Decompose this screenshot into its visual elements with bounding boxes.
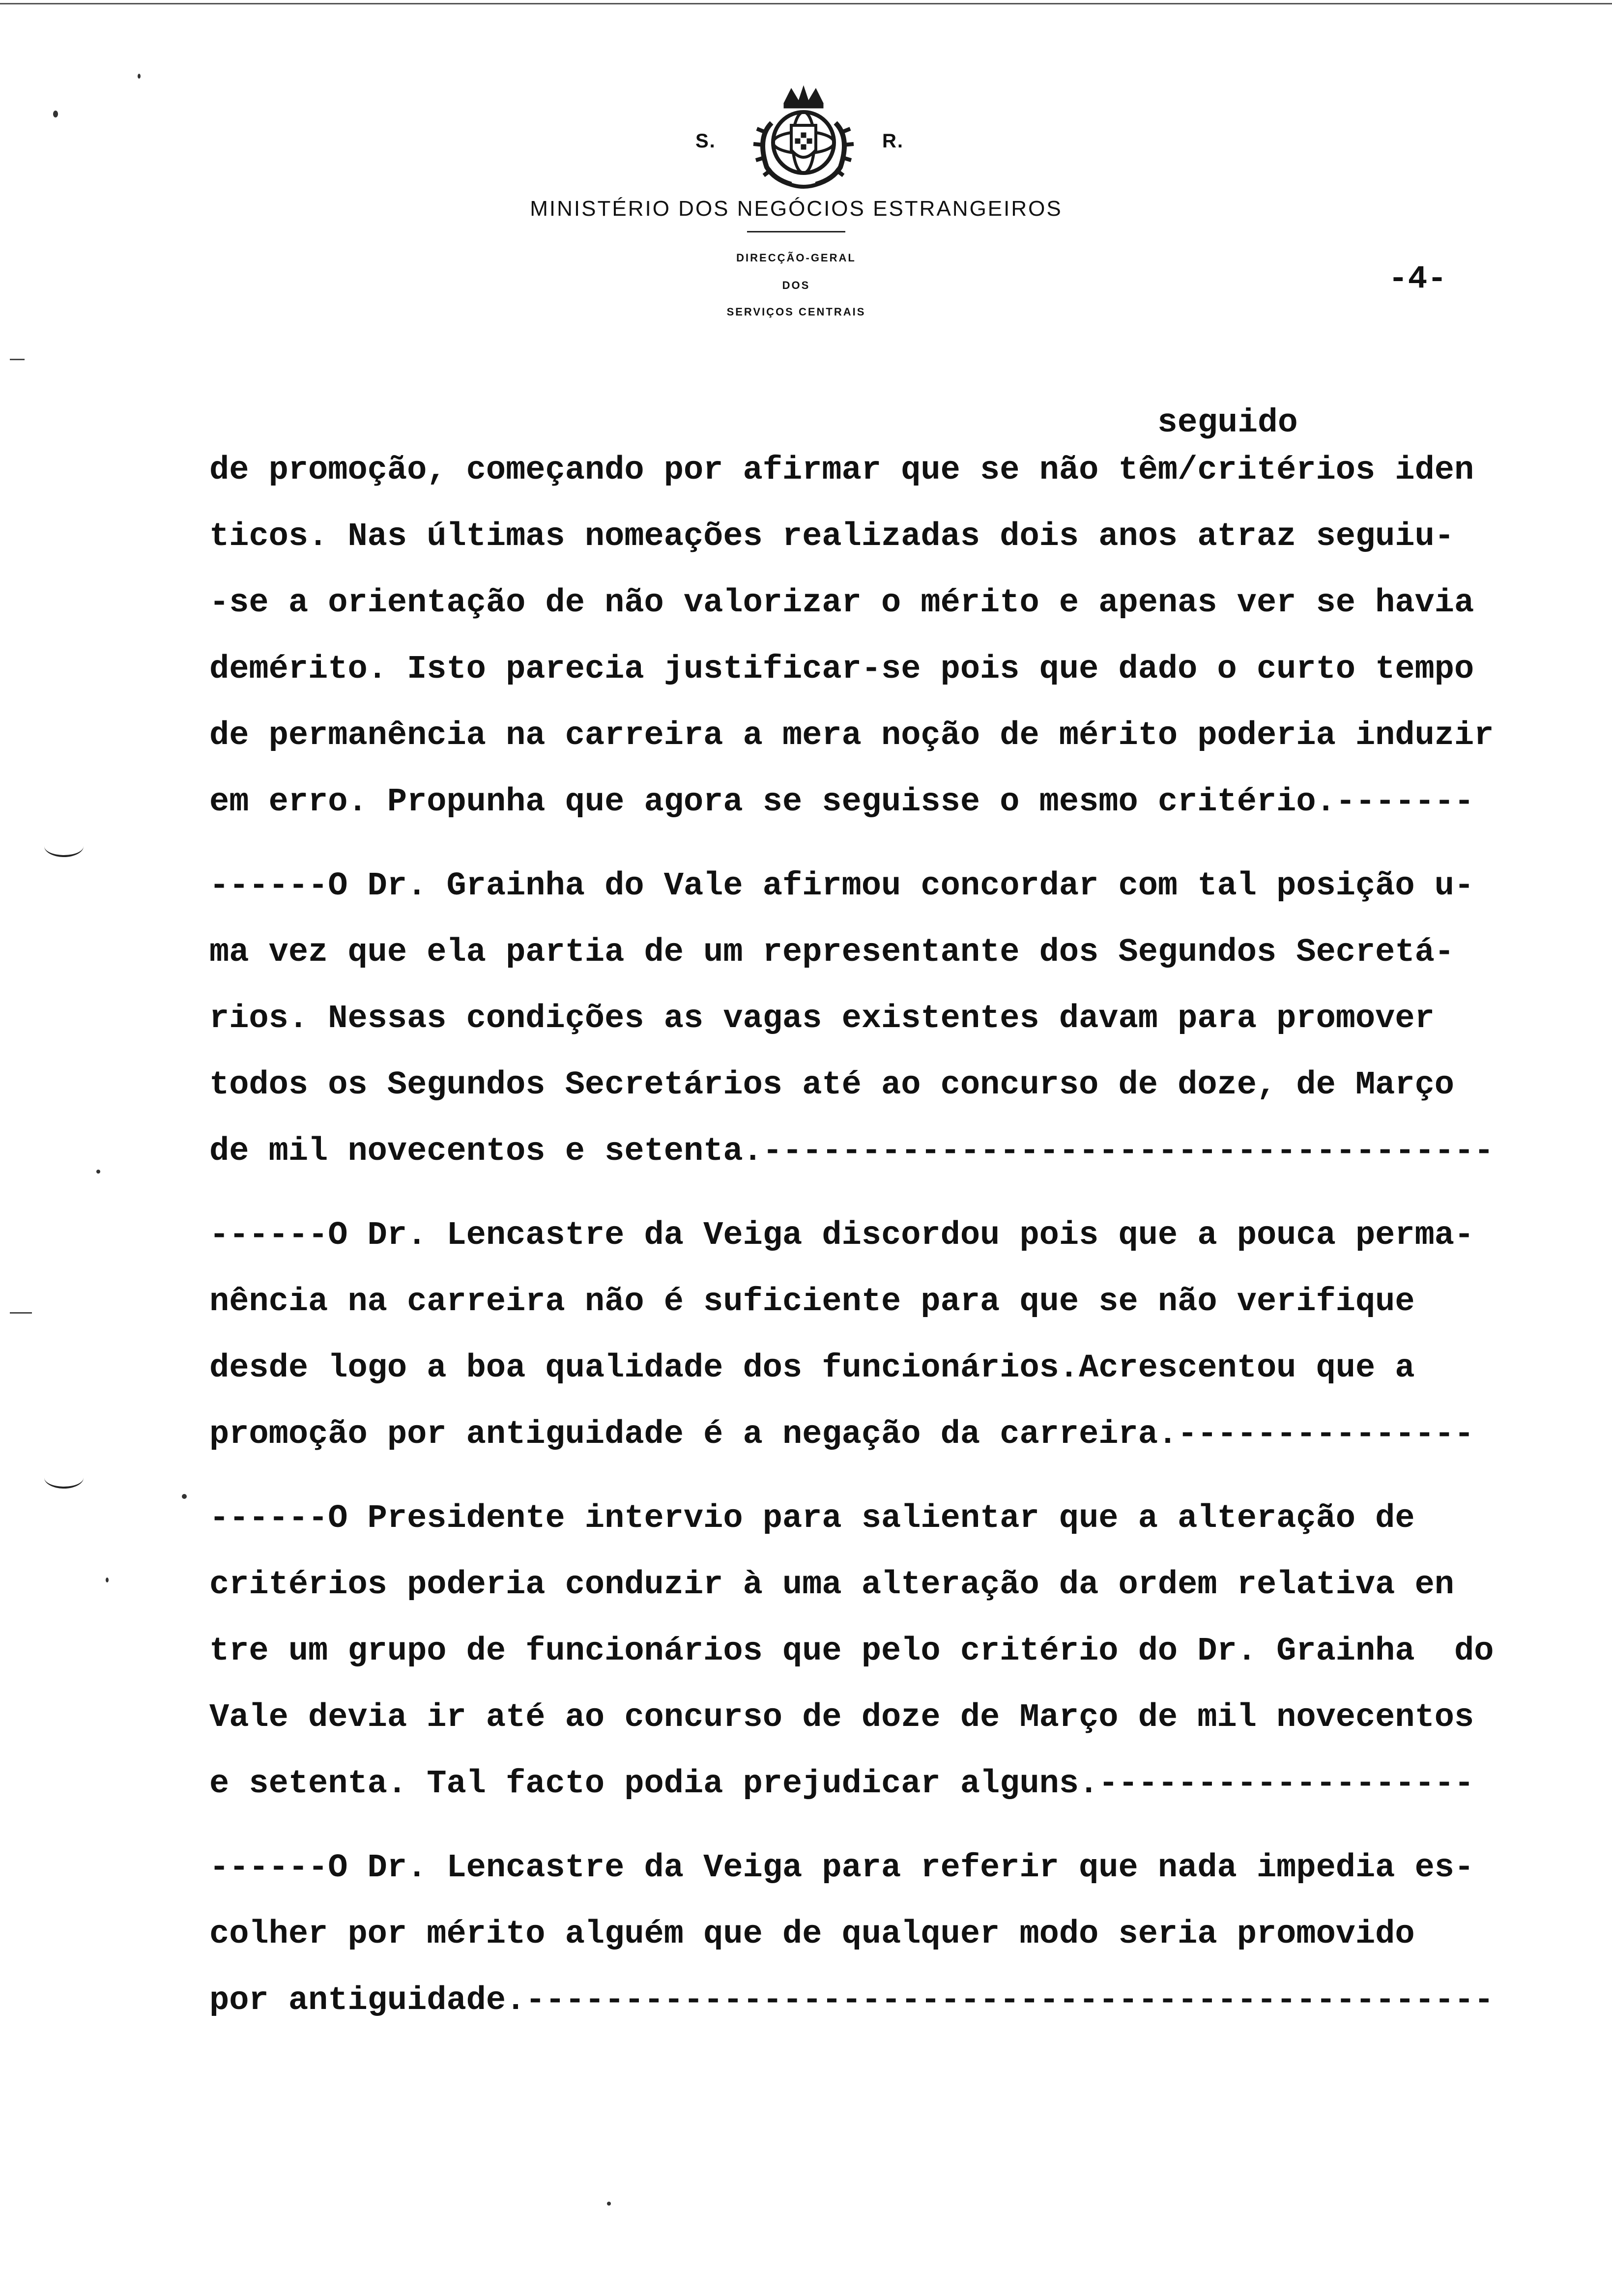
paragraph: [209, 1486, 1526, 1817]
text-line: de mil novecentos e setenta.-------------------------------------: [209, 1133, 1494, 1170]
text-line: ------O Dr. Grainha do Vale afirmou concordar com tal posição u-: [209, 867, 1474, 905]
text-line: ------O Dr. Lencastre da Veiga para referir que nada impedia es-: [209, 1849, 1474, 1887]
text-line: de permanência na carreira a mera noção de mérito poderia induzir: [209, 717, 1494, 754]
text-line: Vale devia ir até ao concurso de doze de Março de mil novecentos: [209, 1699, 1474, 1736]
text-line: em erro. Propunha que agora se seguisse o mesmo critério.-------: [209, 783, 1474, 821]
letterhead-sr-row: [491, 84, 1101, 201]
paragraph-gap: [209, 835, 1526, 853]
text-line: critérios poderia conduzir à uma alteração da ordem relativa en: [209, 1566, 1455, 1604]
letterhead-s: S.: [695, 130, 716, 152]
text-line: ------O Dr. Lencastre da Veiga discordou pois que a pouca perma-: [209, 1217, 1474, 1254]
ministry-title: MINISTÉRIO DOS NEGÓCIOS ESTRANGEIROS: [530, 197, 1063, 221]
scan-dash: [10, 359, 25, 360]
text-line: por antiguidade.-------------------------------------------------: [209, 1982, 1494, 2019]
paragraph-gap: [209, 1468, 1526, 1486]
text-line: promoção por antiguidade é a negação da carreira.---------------: [209, 1416, 1474, 1453]
text-line: de promoção, começando por afirmar que se não têm/critérios iden: [209, 452, 1474, 489]
insertion-word: seguido: [1157, 404, 1298, 442]
paragraph: [209, 437, 1526, 835]
text-line: ------O Presidente intervio para salientar que a alteração de: [209, 1500, 1415, 1537]
paragraph: [209, 1203, 1526, 1468]
punch-hole-mark: [44, 835, 84, 857]
text-line: e setenta. Tal facto podia prejudicar alguns.-------------------: [209, 1765, 1474, 1803]
scan-speck: [106, 1578, 109, 1582]
text-line: tre um grupo de funcionários que pelo critério do Dr. Grainha do: [209, 1633, 1494, 1670]
scan-speck: [53, 111, 58, 117]
paragraph: [209, 853, 1526, 1185]
paragraph: [209, 1835, 1526, 2034]
text-line: desde logo a boa qualidade dos funcionários.Acrescentou que a: [209, 1349, 1415, 1387]
coat-of-arms-icon: [737, 84, 870, 192]
letterhead: [491, 84, 1101, 339]
text-line: rios. Nessas condições as vagas existentes davam para promover: [209, 1000, 1435, 1037]
text-line: todos os Segundos Secretários até ao concurso de doze, de Março: [209, 1066, 1455, 1104]
letterhead-r: R.: [882, 130, 904, 152]
division-line-3: SERVIÇOS CENTRAIS: [726, 306, 866, 318]
paragraph-gap: [209, 1817, 1526, 1835]
text-line: ticos. Nas últimas nomeações realizadas dois anos atraz seguiu-: [209, 518, 1455, 555]
scan-speck: [607, 2202, 611, 2206]
scan-top-edge: [0, 3, 1612, 4]
scan-speck: [182, 1494, 187, 1499]
division-line-2: DOS: [782, 279, 810, 291]
scan-speck: [138, 74, 141, 79]
text-line: ma vez que ela partia de um representante dos Segundos Secretá-: [209, 934, 1455, 971]
scan-speck: [96, 1170, 100, 1174]
page-number: -4-: [1388, 260, 1447, 297]
ministry-underline: [747, 231, 845, 232]
scan-dash: [10, 1312, 32, 1314]
text-line: demérito. Isto parecia justificar-se pois que dado o curto tempo: [209, 651, 1474, 688]
paragraph-gap: [209, 1185, 1526, 1203]
punch-hole-mark: [44, 1467, 84, 1489]
text-line: -se a orientação de não valorizar o mérito e apenas ver se havia: [209, 584, 1474, 622]
text-line: colher por mérito alguém que de qualquer modo seria promovido: [209, 1916, 1415, 1953]
text-line: nência na carreira não é suficiente para que se não verifique: [209, 1283, 1415, 1320]
division-line-1: DIRECÇÃO-GERAL: [736, 252, 856, 264]
document-body: [209, 437, 1526, 2034]
